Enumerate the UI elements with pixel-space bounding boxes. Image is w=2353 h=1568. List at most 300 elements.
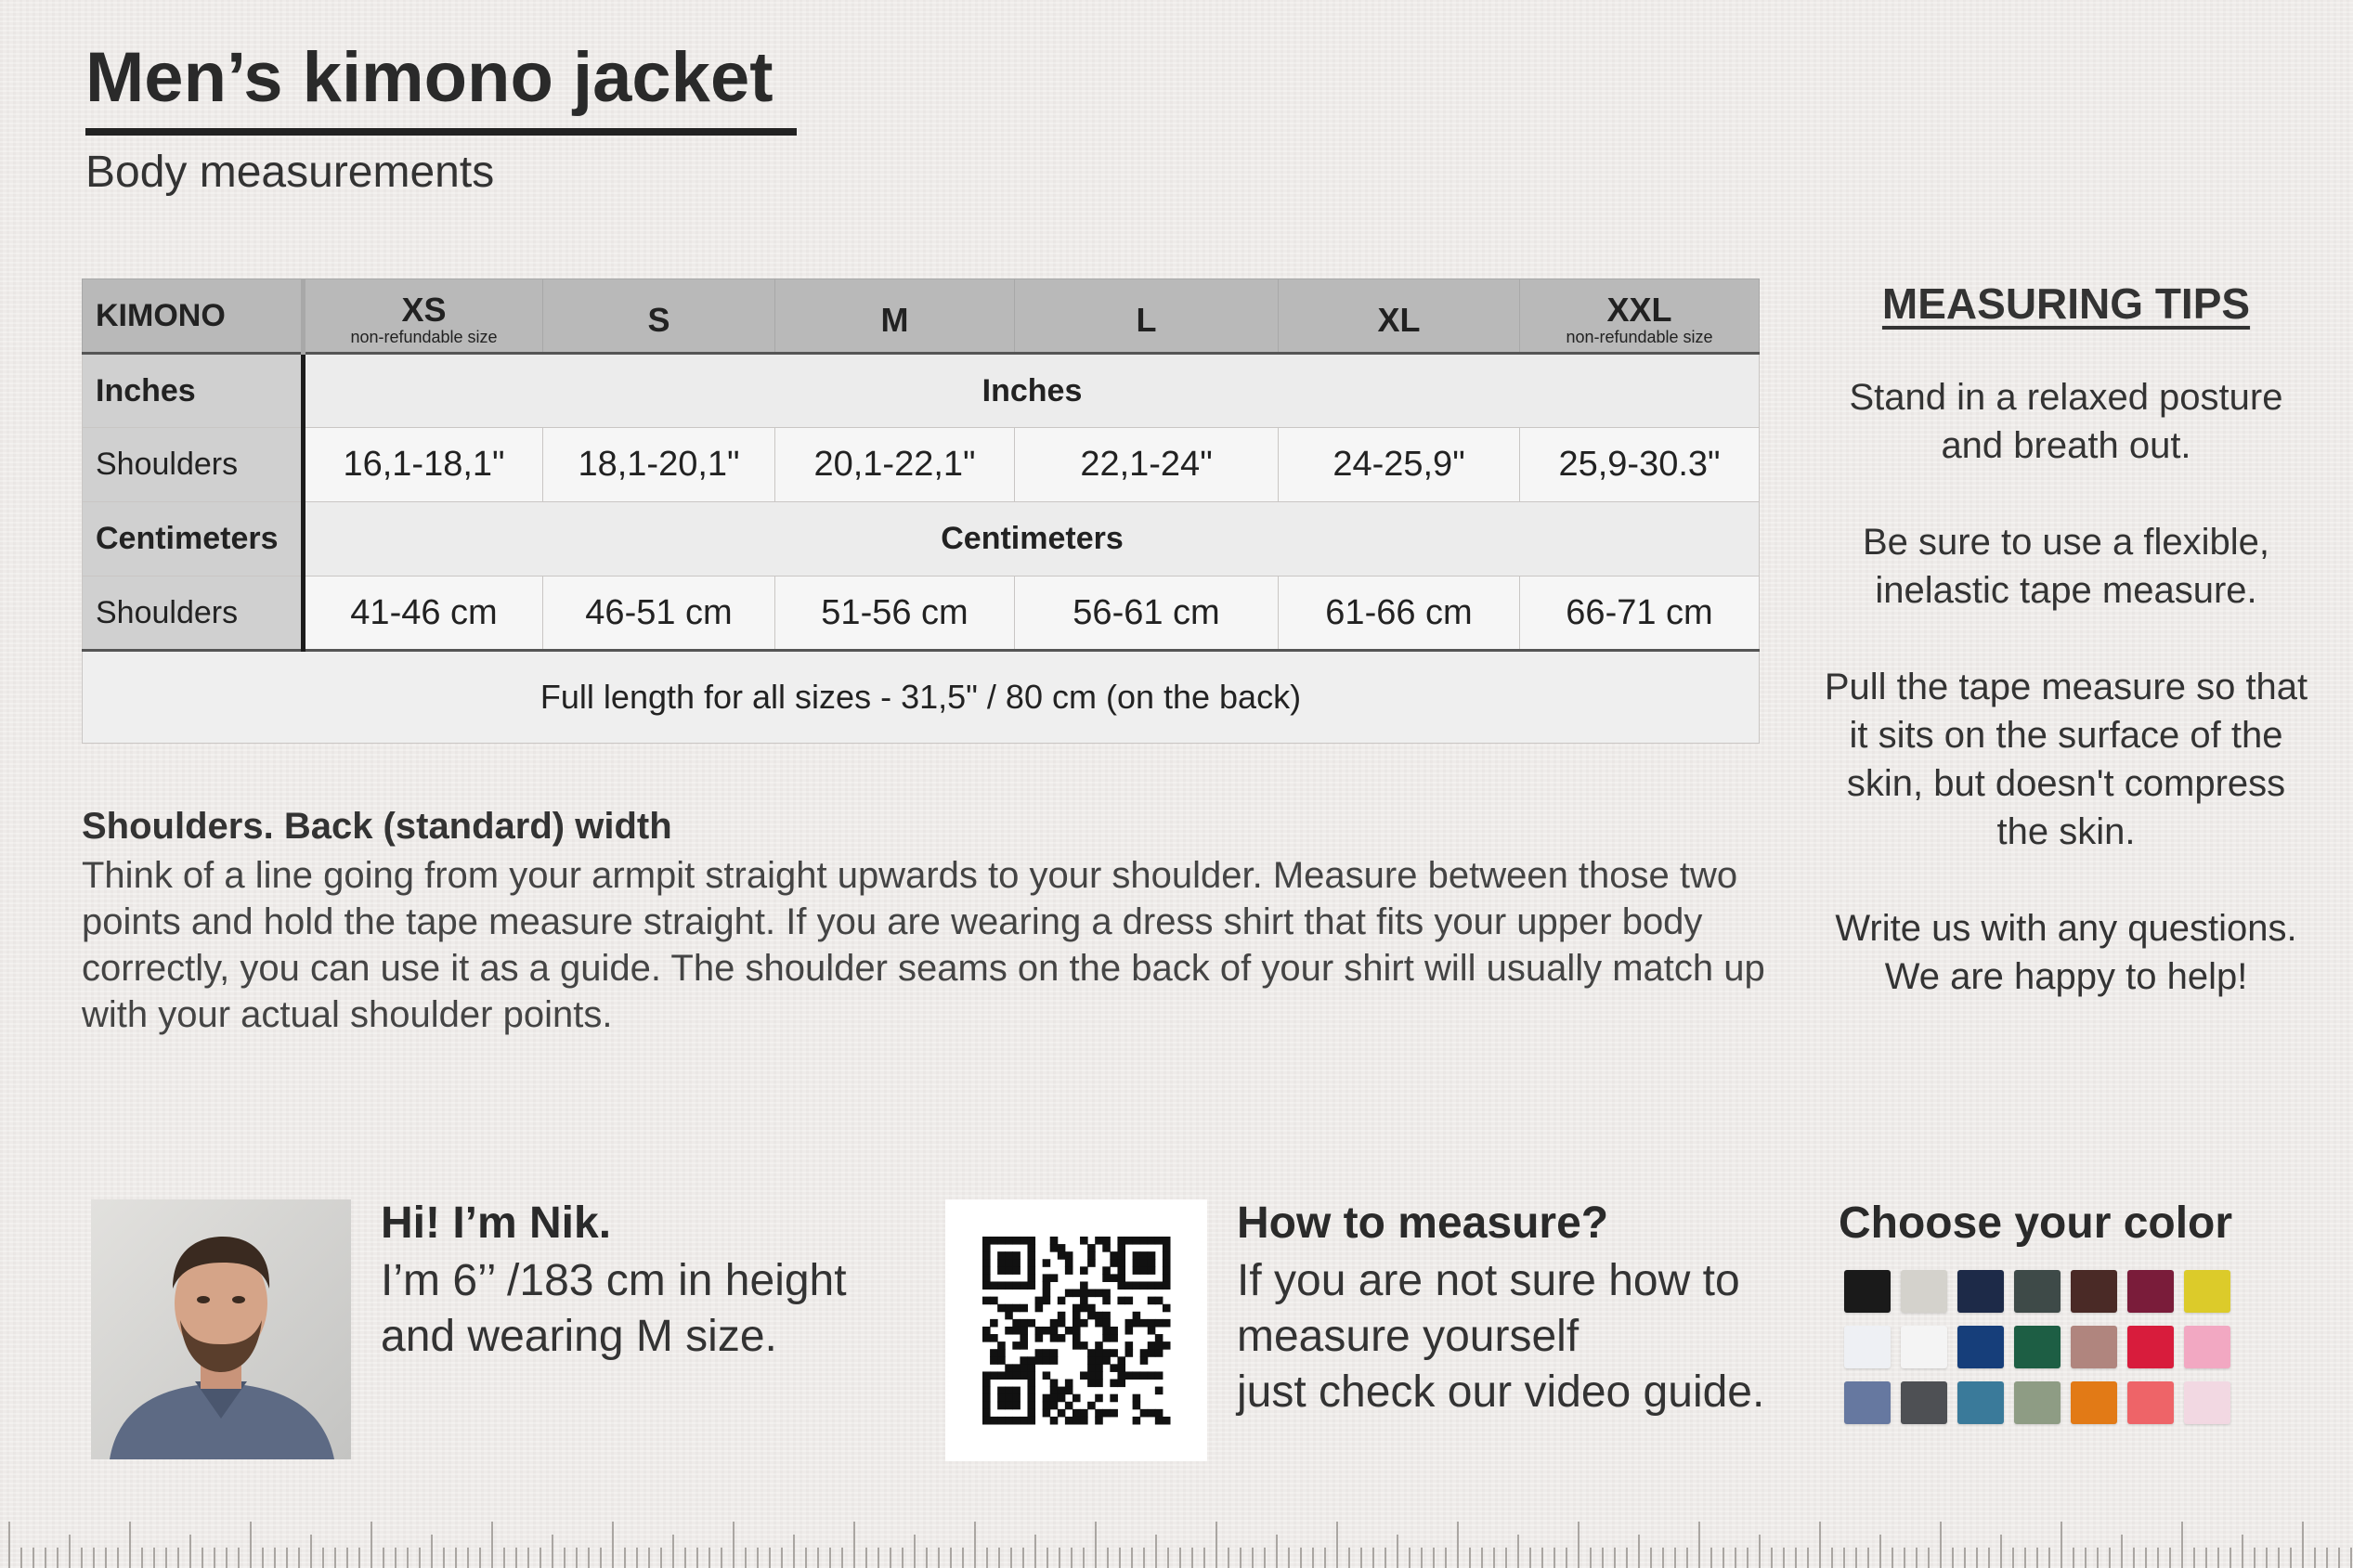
qr-module [1080,1289,1088,1298]
table-cell: 46-51 cm [543,577,775,651]
qr-module [1117,1274,1125,1282]
size-xs: XS non-refundable size [304,279,543,354]
tip-item: Stand in a relaxed posture and breath out. [1849,377,2283,466]
qr-module [1035,1297,1044,1305]
color-swatches [1844,1270,2234,1424]
qr-module [1072,1417,1081,1425]
qr-module [1050,1417,1059,1425]
color-swatch[interactable] [1901,1270,1947,1313]
color-swatch[interactable] [2071,1326,2117,1368]
qr-module [1012,1266,1020,1275]
size-header-row [83,279,1760,354]
qr-module [1102,1297,1111,1305]
qr-module [1140,1356,1149,1365]
color-swatch[interactable] [2014,1326,2060,1368]
qr-module [1043,1394,1051,1403]
qr-module [1043,1274,1051,1282]
qr-module [1102,1244,1111,1252]
qr-module [1125,1297,1134,1305]
color-swatch[interactable] [2127,1270,2174,1313]
qr-module [1133,1319,1141,1328]
qr-module [1125,1319,1134,1328]
qr-module [1020,1356,1028,1365]
full-length-note: Full length for all sizes - 31,5" / 80 cm (on the back) [83,651,1760,744]
qr-module [1035,1304,1044,1313]
color-swatch[interactable] [1957,1381,2004,1424]
qr-module [1155,1341,1164,1350]
qr-module [1148,1327,1156,1335]
qr-module [1065,1289,1073,1298]
qr-module [1020,1371,1028,1380]
inches-shoulders-row [83,428,1760,502]
measuring-tips [1820,279,2312,1049]
qr-module [1043,1349,1051,1357]
tips-title: MEASURING TIPS [1881,279,2251,328]
qr-module [1148,1237,1156,1245]
qr-module [1065,1266,1073,1275]
qr-module [1102,1356,1111,1365]
table-cell: 56-61 cm [1015,577,1279,651]
qr-module [1087,1364,1096,1372]
qr-module [1050,1244,1059,1252]
shoulders-label: Shoulders [83,428,304,502]
table-cell: 66-71 cm [1520,577,1760,651]
qr-module [1155,1409,1164,1418]
qr-module [1102,1266,1111,1275]
table-cell: 16,1-18,1" [304,428,543,502]
qr-module [1080,1266,1088,1275]
qr-module [1095,1417,1103,1425]
qr-module [1072,1341,1081,1350]
qr-module [1058,1394,1066,1403]
qr-module [982,1334,991,1342]
tip-item: Pull the tape measure so that it sits on the surface of the skin, but doesn't compress the skin. [1824,667,2308,852]
qr-module [982,1251,991,1260]
qr-module [1117,1356,1125,1365]
qr-module [1027,1244,1035,1252]
qr-module [1163,1266,1171,1275]
page-title: Men’s kimono jacket [85,38,774,117]
qr-module [1065,1402,1073,1410]
qr-module [1110,1364,1118,1372]
qr-module [1043,1281,1051,1289]
qr-module [1102,1274,1111,1282]
table-cell: 61-66 cm [1279,577,1520,651]
qr-module [997,1341,1006,1350]
qr-module [1058,1244,1066,1252]
qr-module [982,1297,991,1305]
qr-module [1148,1371,1156,1380]
qr-module [990,1417,998,1425]
qr-module [1043,1409,1051,1418]
qr-module [1095,1356,1103,1365]
qr-module [1027,1371,1035,1380]
qr-module [1110,1380,1118,1388]
qr-module [982,1274,991,1282]
qr-module [1163,1304,1171,1313]
qr-module [1020,1341,1028,1350]
qr-module [1012,1251,1020,1260]
qr-code-image [945,1199,1207,1461]
qr-module [1072,1394,1081,1403]
qr-module [1095,1394,1103,1403]
color-swatch[interactable] [1844,1326,1891,1368]
qr-module [1005,1259,1013,1267]
qr-module [1110,1259,1118,1267]
qr-module [1102,1334,1111,1342]
qr-module [1133,1281,1141,1289]
tape-measure-ruler [0,1493,2353,1568]
qr-module [1140,1409,1149,1418]
qr-module [1072,1327,1081,1335]
qr-module [1163,1244,1171,1252]
qr-module [1050,1274,1059,1282]
color-swatch[interactable] [2071,1270,2117,1313]
color-swatch[interactable] [2014,1270,2060,1313]
size-s: S [543,279,775,354]
qr-module [1080,1237,1088,1245]
qr-module [1020,1364,1028,1372]
qr-module [1080,1319,1088,1328]
cm-section-row [83,502,1760,577]
qr-module [1087,1289,1096,1298]
color-swatch[interactable] [1901,1381,1947,1424]
page-subtitle: Body measurements [85,148,495,197]
qr-module [1050,1356,1059,1365]
qr-module [997,1394,1006,1403]
qr-module [990,1319,998,1328]
color-heading: Choose your color [1839,1199,2233,1248]
qr-module [1012,1341,1020,1350]
qr-module [1087,1244,1096,1252]
qr-module [1058,1319,1066,1328]
table-cell: 22,1-24" [1015,428,1279,502]
qr-module [982,1380,991,1388]
qr-module [1012,1417,1020,1425]
color-swatch[interactable] [1901,1326,1947,1368]
qr-module [997,1304,1006,1313]
qr-module [1148,1297,1156,1305]
qr-module [1050,1327,1059,1335]
table-corner-label: KIMONO [83,279,304,354]
qr-module [1148,1341,1156,1350]
qr-module [1117,1244,1125,1252]
qr-module [1140,1319,1149,1328]
qr-module [1140,1237,1149,1245]
qr-module [1012,1402,1020,1410]
qr-module [1133,1394,1141,1403]
qr-module [1020,1304,1028,1313]
color-swatch[interactable] [2184,1326,2230,1368]
qr-module [1027,1394,1035,1403]
qr-module [1027,1356,1035,1365]
qr-module [1087,1251,1096,1260]
title-underline [85,128,797,136]
qr-module [1050,1387,1059,1395]
qr-module [1065,1251,1073,1260]
qr-module [1005,1364,1013,1372]
qr-module [1065,1387,1073,1395]
table-cell: 24-25,9" [1279,428,1520,502]
qr-module [982,1409,991,1418]
qr-module [1043,1371,1051,1380]
qr-module [997,1266,1006,1275]
qr-module [997,1349,1006,1357]
color-swatch[interactable] [2184,1270,2230,1313]
qr-module [1163,1259,1171,1267]
qr-module [1117,1259,1125,1267]
qr-module [1102,1327,1111,1335]
qr-module [1117,1251,1125,1260]
qr-module [982,1281,991,1289]
qr-module [1043,1289,1051,1298]
qr-module [1102,1409,1111,1418]
qr-module [982,1402,991,1410]
table-cell: 51-56 cm [775,577,1015,651]
qr-module [1005,1237,1013,1245]
qr-module [1035,1356,1044,1365]
qr-module [1027,1364,1035,1372]
qr-module [1050,1334,1059,1342]
color-swatch[interactable] [1844,1381,1891,1424]
qr-module [1148,1259,1156,1267]
qr-module [1005,1327,1013,1335]
qr-module [997,1356,1006,1365]
qr-module [1087,1259,1096,1267]
tip-item: Be sure to use a flexible, inelastic tape measure. [1862,522,2270,611]
qr-module [1095,1364,1103,1372]
shoulders-description: Think of a line going from your armpit straight upwards to your shoulder. Measure between those two points and hold the tape measure straight. If you are wearing a dress shirt that fits your upper body correctly, you can use it as a guide. The shoulder seams on the back of your shirt will usually match up with your actual shoulder points. [82,855,1765,1035]
qr-module [1080,1281,1088,1289]
qr-module [1087,1402,1096,1410]
qr-module [1080,1417,1088,1425]
qr-module [982,1266,991,1275]
size-m: M [775,279,1015,354]
color-swatch[interactable] [2071,1381,2117,1424]
qr-module [1125,1371,1134,1380]
qr-module [1102,1349,1111,1357]
qr-module [982,1387,991,1395]
qr-module [1072,1319,1081,1328]
qr-module [1125,1281,1134,1289]
color-swatch[interactable] [2127,1381,2174,1424]
qr-module [1133,1266,1141,1275]
qr-module [1035,1349,1044,1357]
qr-module [1117,1371,1125,1380]
qr-module [1102,1237,1111,1245]
inches-section-title: Inches [304,354,1760,428]
qr-module [1058,1251,1066,1260]
qr-module [1012,1371,1020,1380]
nik-heading: Hi! I’m Nik. [381,1199,612,1248]
qr-module [1155,1417,1164,1425]
size-xxl: XXL non-refundable size [1520,279,1760,354]
qr-module [982,1259,991,1267]
table-cell: 25,9-30.3" [1520,428,1760,502]
qr-module [990,1371,998,1380]
qr-module [1027,1402,1035,1410]
color-swatch[interactable] [1844,1270,1891,1313]
qr-module [1163,1237,1171,1245]
qr-module [1110,1349,1118,1357]
qr-module [1020,1417,1028,1425]
qr-module [1095,1380,1103,1388]
qr-module [1117,1237,1125,1245]
qr-module [1163,1319,1171,1328]
qr-module [1043,1356,1051,1365]
color-swatch[interactable] [2014,1381,2060,1424]
how-text-line: just check our video guide. [1237,1367,1765,1417]
qr-module [1072,1304,1081,1313]
qr-module [1020,1327,1028,1335]
qr-module [1163,1417,1171,1425]
qr-module [1020,1319,1028,1328]
qr-module [997,1387,1006,1395]
qr-module [1155,1387,1164,1395]
qr-module [997,1371,1006,1380]
qr-module [1125,1237,1134,1245]
qr-module [1155,1297,1164,1305]
qr-module [1140,1251,1149,1260]
qr-module [1155,1349,1164,1357]
qr-module [1117,1380,1125,1388]
qr-module [1058,1409,1066,1418]
model-photo [91,1199,351,1459]
qr-module [1155,1319,1164,1328]
full-length-row [83,651,1760,744]
qr-module [1027,1251,1035,1260]
color-swatch[interactable] [2127,1326,2174,1368]
qr-module [1163,1274,1171,1282]
qr-module [997,1417,1006,1425]
qr-module [1087,1371,1096,1380]
qr-module [1110,1274,1118,1282]
qr-module [1027,1380,1035,1388]
qr-module [1080,1297,1088,1305]
size-xl: XL [1279,279,1520,354]
qr-module [1027,1417,1035,1425]
qr-module [982,1371,991,1380]
qr-module [1005,1266,1013,1275]
qr-module [1155,1371,1164,1380]
qr-module [1140,1266,1149,1275]
qr-module [1087,1304,1096,1313]
qr-module [997,1402,1006,1410]
qr-module [1148,1409,1156,1418]
qr-module [1012,1364,1020,1372]
shoulders-heading: Shoulders. Back (standard) width [82,806,672,847]
qr-module [1080,1304,1088,1313]
qr-module [1050,1394,1059,1403]
table-cell: 18,1-20,1" [543,428,775,502]
qr-module [1095,1341,1103,1350]
qr-module [1133,1259,1141,1267]
table-cell: 41-46 cm [304,577,543,651]
qr-module [1095,1237,1103,1245]
qr-module [1095,1289,1103,1298]
cm-section-title: Centimeters [304,502,1760,577]
inches-section-row [83,354,1760,428]
qr-module [1117,1364,1125,1372]
qr-module [1027,1281,1035,1289]
qr-module [1148,1251,1156,1260]
qr-module [1110,1251,1118,1260]
qr-module [1012,1394,1020,1403]
nik-size: and wearing M size. [381,1312,777,1361]
qr-module [1125,1327,1134,1335]
size-l: L [1015,279,1279,354]
qr-module [1050,1319,1059,1328]
qr-module [1050,1237,1059,1245]
table-cell: 20,1-22,1" [775,428,1015,502]
qr-module [1117,1281,1125,1289]
qr-module [1020,1237,1028,1245]
how-text-line: If you are not sure how to [1237,1256,1740,1305]
qr-module [1020,1334,1028,1342]
nik-height: I’m 6’’ /183 cm in height [381,1256,847,1305]
qr-module [1072,1312,1081,1320]
qr-module [1163,1341,1171,1350]
tip-item: Write us with any questions. We are happy to help! [1835,908,2297,997]
qr-module [1005,1251,1013,1260]
qr-module [1012,1387,1020,1395]
qr-module [1072,1289,1081,1298]
qr-module [1050,1380,1059,1388]
how-text-line: measure yourself [1237,1312,1580,1361]
qr-module [997,1237,1006,1245]
qr-module [1095,1312,1103,1320]
qr-module [982,1417,991,1425]
qr-module [982,1237,991,1245]
qr-module [1043,1297,1051,1305]
qr-module [1140,1349,1149,1357]
qr-module [1012,1237,1020,1245]
qr-module [1155,1334,1164,1342]
color-swatch[interactable] [1957,1270,2004,1313]
qr-module [1110,1327,1118,1335]
qr-module [990,1297,998,1305]
qr-module [1027,1266,1035,1275]
qr-module [1065,1380,1073,1388]
qr-module [1005,1304,1013,1313]
qr-module [1148,1349,1156,1357]
qr-code[interactable] [945,1199,1207,1461]
qr-module [1080,1371,1088,1380]
qr-module [1133,1417,1141,1425]
qr-module [1005,1402,1013,1410]
color-swatch[interactable] [2184,1381,2230,1424]
qr-module [1095,1319,1103,1328]
qr-module [1043,1259,1051,1267]
qr-module [1080,1341,1088,1350]
color-swatch[interactable] [1957,1326,2004,1368]
qr-module [1027,1387,1035,1395]
qr-module [1005,1281,1013,1289]
qr-module [1058,1297,1066,1305]
qr-module [1133,1237,1141,1245]
qr-module [1043,1327,1051,1335]
qr-module [1095,1349,1103,1357]
qr-module [1005,1417,1013,1425]
qr-module [1133,1251,1141,1260]
qr-module [1005,1387,1013,1395]
qr-module [990,1349,998,1357]
qr-module [1050,1402,1059,1410]
qr-module [1043,1402,1051,1410]
qr-module [1087,1349,1096,1357]
qr-module [1027,1319,1035,1328]
qr-module [1133,1371,1141,1380]
